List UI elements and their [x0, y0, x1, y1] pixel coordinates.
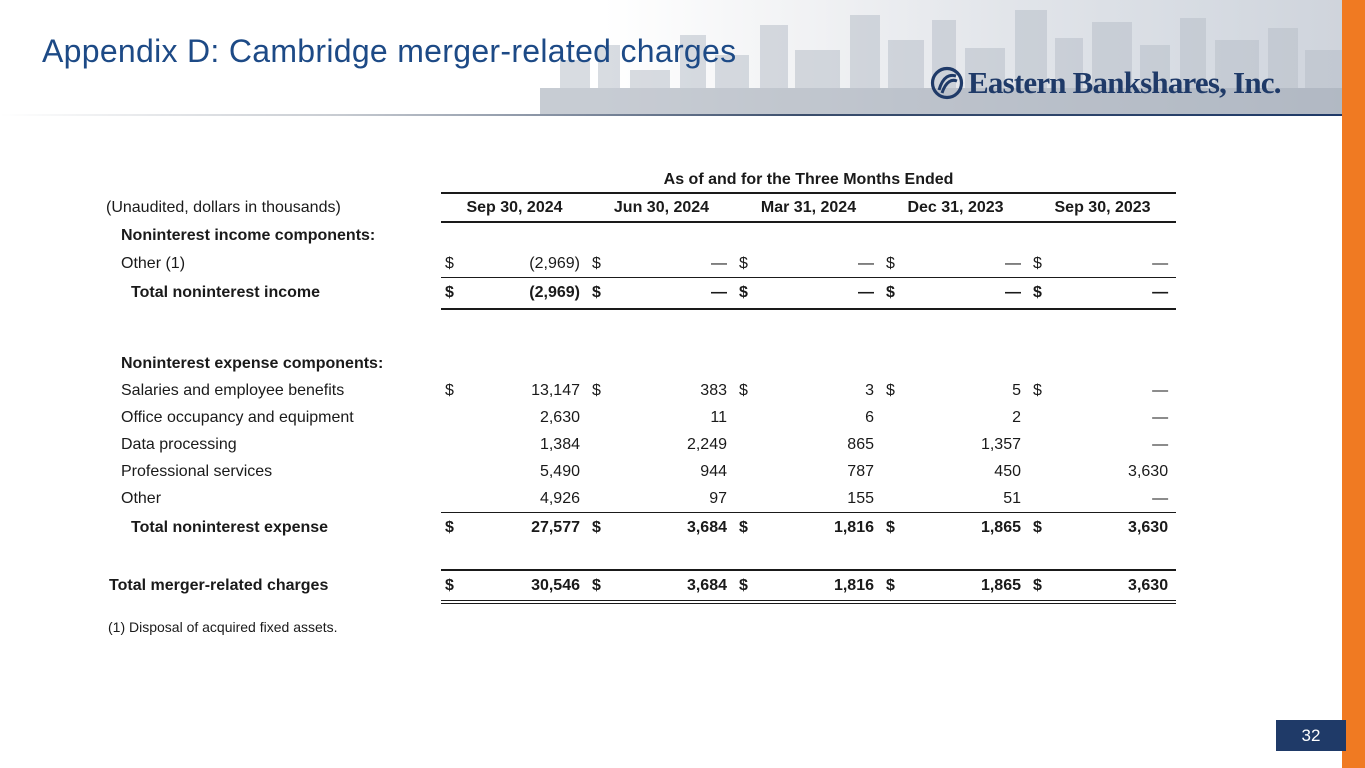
column-header-row — [106, 193, 1176, 222]
value-cell: 1,816 — [752, 570, 882, 602]
blank-cell — [106, 336, 441, 350]
value-cell: — — [1152, 381, 1169, 399]
blank-cell — [1046, 350, 1176, 377]
blank-cell — [882, 543, 899, 570]
table-row — [106, 431, 1176, 458]
currency-symbol: $ — [882, 278, 899, 310]
blank-cell — [441, 336, 458, 350]
column-header: Jun 30, 2024 — [588, 193, 735, 222]
value-cell: 5 — [1012, 381, 1021, 399]
currency-symbol — [441, 404, 458, 431]
currency-symbol — [588, 431, 605, 458]
value-cell: 3,630 — [1128, 519, 1169, 536]
merger-charges-table — [106, 168, 1176, 604]
value-cell: 2,249 — [686, 435, 727, 453]
blank-cell — [1046, 222, 1176, 250]
blank-cell — [735, 543, 752, 570]
value-cell: — — [1152, 435, 1169, 453]
row-label: Total noninterest income — [131, 284, 321, 302]
currency-symbol: $ — [592, 519, 601, 536]
row-label: Office occupancy and equipment — [121, 408, 354, 426]
blank-cell — [1046, 543, 1176, 570]
blank-cell — [1029, 336, 1046, 350]
currency-symbol — [1029, 431, 1046, 458]
currency-symbol — [441, 458, 458, 485]
currency-symbol: $ — [588, 570, 605, 602]
value-cell: 155 — [752, 485, 882, 513]
currency-symbol — [1029, 458, 1046, 485]
currency-symbol: $ — [1033, 381, 1042, 399]
section-header-row — [106, 222, 1176, 250]
value-cell: — — [752, 250, 882, 278]
blank-cell — [899, 309, 1029, 336]
blank-cell — [588, 336, 605, 350]
value-cell: 5,490 — [539, 462, 580, 480]
page-number: 32 — [1276, 720, 1346, 751]
blank-cell — [605, 336, 735, 350]
total-row — [106, 513, 1176, 544]
currency-symbol — [882, 458, 899, 485]
currency-symbol: $ — [735, 278, 752, 310]
blank-cell — [899, 350, 1029, 377]
grand-total-row — [106, 570, 1176, 602]
value-cell: 1,865 — [980, 519, 1021, 536]
value-cell: 3 — [865, 381, 874, 399]
currency-symbol — [882, 431, 899, 458]
row-label: Total merger-related charges — [109, 577, 329, 594]
blank-cell — [899, 222, 1029, 250]
currency-symbol: $ — [739, 519, 748, 536]
blank-cell — [752, 350, 882, 377]
accent-sidebar — [1342, 0, 1365, 768]
value-cell: 1,357 — [980, 435, 1021, 453]
blank-cell — [588, 350, 605, 377]
value-cell: 4,926 — [458, 485, 588, 513]
spacer-row — [106, 543, 1176, 570]
value-cell: 787 — [847, 462, 874, 480]
blank-cell — [441, 350, 458, 377]
group-header-row — [106, 168, 1176, 193]
row-label: Data processing — [121, 435, 237, 453]
blank-cell — [752, 336, 882, 350]
blank-cell — [458, 222, 588, 250]
company-logo — [930, 64, 1281, 102]
currency-symbol — [441, 431, 458, 458]
value-cell: 51 — [899, 485, 1029, 513]
value-cell: 6 — [865, 408, 874, 426]
logo-mark-icon — [930, 66, 964, 100]
currency-symbol: $ — [735, 250, 752, 278]
spacer-row — [106, 336, 1176, 350]
value-cell: — — [752, 278, 882, 310]
blank-cell — [441, 222, 458, 250]
value-cell: — — [899, 250, 1029, 278]
currency-symbol: $ — [588, 250, 605, 278]
value-cell: — — [1152, 408, 1169, 426]
currency-symbol: $ — [882, 250, 899, 278]
value-cell: 11 — [710, 408, 727, 426]
value-cell: 1,384 — [539, 435, 580, 453]
blank-cell — [1029, 222, 1046, 250]
blank-cell — [458, 336, 588, 350]
blank-cell — [752, 309, 882, 336]
value-cell: 97 — [605, 485, 735, 513]
currency-symbol: $ — [735, 570, 752, 602]
currency-symbol: $ — [1029, 278, 1046, 310]
currency-symbol — [735, 458, 752, 485]
value-cell: 13,147 — [531, 381, 580, 399]
blank-cell — [441, 543, 458, 570]
column-header: Sep 30, 2023 — [1029, 193, 1176, 222]
blank-cell — [1029, 309, 1046, 336]
value-cell: 30,546 — [458, 570, 588, 602]
currency-symbol — [735, 431, 752, 458]
value-cell: 383 — [700, 381, 727, 399]
logo-text: Eastern Bankshares, Inc. — [968, 65, 1281, 100]
value-cell: 1,865 — [899, 570, 1029, 602]
currency-symbol — [588, 485, 605, 513]
value-cell: — — [1046, 278, 1176, 310]
section-label: Noninterest income components: — [121, 227, 376, 244]
value-cell: 450 — [994, 462, 1021, 480]
blank-cell — [605, 350, 735, 377]
blank-cell — [458, 543, 588, 570]
blank-cell — [899, 336, 1029, 350]
blank-cell — [106, 543, 441, 570]
group-header: As of and for the Three Months Ended — [441, 168, 1176, 193]
currency-symbol — [735, 404, 752, 431]
row-label: Salaries and employee benefits — [121, 381, 345, 399]
column-header: Dec 31, 2023 — [882, 193, 1029, 222]
currency-symbol: $ — [1033, 519, 1042, 536]
currency-symbol: $ — [882, 570, 899, 602]
table-row — [106, 404, 1176, 431]
value-cell: 3,684 — [686, 519, 727, 536]
column-header: Sep 30, 2024 — [441, 193, 588, 222]
column-header: Mar 31, 2024 — [735, 193, 882, 222]
value-cell: 1,816 — [833, 519, 874, 536]
currency-symbol — [882, 404, 899, 431]
row-label: Other — [121, 489, 162, 507]
currency-symbol — [441, 485, 458, 513]
page-title: Appendix D: Cambridge merger-related charges — [42, 33, 737, 69]
blank-cell — [735, 222, 752, 250]
value-cell: 2,630 — [539, 408, 580, 426]
blank-cell — [1046, 336, 1176, 350]
currency-symbol: $ — [441, 570, 458, 602]
value-cell: — — [1046, 250, 1176, 278]
currency-symbol — [588, 458, 605, 485]
blank-cell — [752, 543, 882, 570]
currency-symbol: $ — [1029, 570, 1046, 602]
blank-cell — [441, 309, 458, 336]
currency-symbol: $ — [445, 519, 454, 536]
value-cell: (2,969) — [458, 278, 588, 310]
value-cell: — — [605, 250, 735, 278]
blank-cell — [458, 309, 588, 336]
currency-symbol: $ — [739, 381, 748, 399]
table-row — [106, 485, 1176, 513]
currency-symbol: $ — [886, 381, 895, 399]
blank-cell — [588, 543, 605, 570]
blank-cell — [106, 309, 441, 336]
value-cell: — — [605, 278, 735, 310]
currency-symbol — [1029, 404, 1046, 431]
value-cell: — — [899, 278, 1029, 310]
row-label: Other (1) — [121, 254, 186, 272]
currency-symbol: $ — [441, 250, 458, 278]
table-row — [106, 458, 1176, 485]
blank-cell — [588, 222, 605, 250]
section-label: Noninterest expense components: — [121, 354, 384, 372]
header-divider — [0, 114, 1342, 116]
blank-cell — [882, 336, 899, 350]
blank-cell — [899, 543, 1029, 570]
unit-label: (Unaudited, dollars in thousands) — [106, 198, 341, 216]
blank-cell — [605, 222, 735, 250]
value-cell: 3,630 — [1046, 570, 1176, 602]
blank-cell — [605, 309, 735, 336]
currency-symbol: $ — [886, 519, 895, 536]
blank-cell — [1029, 350, 1046, 377]
value-cell: 27,577 — [531, 519, 580, 536]
blank-cell — [106, 168, 441, 193]
currency-symbol — [588, 404, 605, 431]
value-cell: — — [1046, 485, 1176, 513]
currency-symbol — [882, 485, 899, 513]
blank-cell — [1029, 543, 1046, 570]
blank-cell — [882, 309, 899, 336]
blank-cell — [735, 309, 752, 336]
currency-symbol: $ — [588, 278, 605, 310]
total-row — [106, 278, 1176, 310]
currency-symbol: $ — [1029, 250, 1046, 278]
blank-cell — [882, 222, 899, 250]
row-label: Total noninterest expense — [131, 518, 329, 536]
blank-cell — [752, 222, 882, 250]
value-cell: 3,630 — [1128, 462, 1169, 480]
blank-cell — [605, 543, 735, 570]
blank-cell — [458, 350, 588, 377]
blank-cell — [882, 350, 899, 377]
value-cell: (2,969) — [458, 250, 588, 278]
currency-symbol: $ — [445, 381, 454, 399]
footnote: (1) Disposal of acquired fixed assets. — [108, 619, 338, 635]
currency-symbol: $ — [441, 278, 458, 310]
spacer-row — [106, 309, 1176, 336]
currency-symbol — [735, 485, 752, 513]
blank-cell — [588, 309, 605, 336]
blank-cell — [735, 350, 752, 377]
currency-symbol: $ — [592, 381, 601, 399]
value-cell: 2 — [1012, 408, 1021, 426]
value-cell: 865 — [847, 435, 874, 453]
table-row — [106, 377, 1176, 404]
row-label: Professional services — [121, 462, 273, 480]
blank-cell — [1046, 309, 1176, 336]
table-row — [106, 250, 1176, 278]
blank-cell — [735, 336, 752, 350]
currency-symbol — [1029, 485, 1046, 513]
value-cell: 944 — [700, 462, 727, 480]
section-header-row — [106, 350, 1176, 377]
value-cell: 3,684 — [605, 570, 735, 602]
